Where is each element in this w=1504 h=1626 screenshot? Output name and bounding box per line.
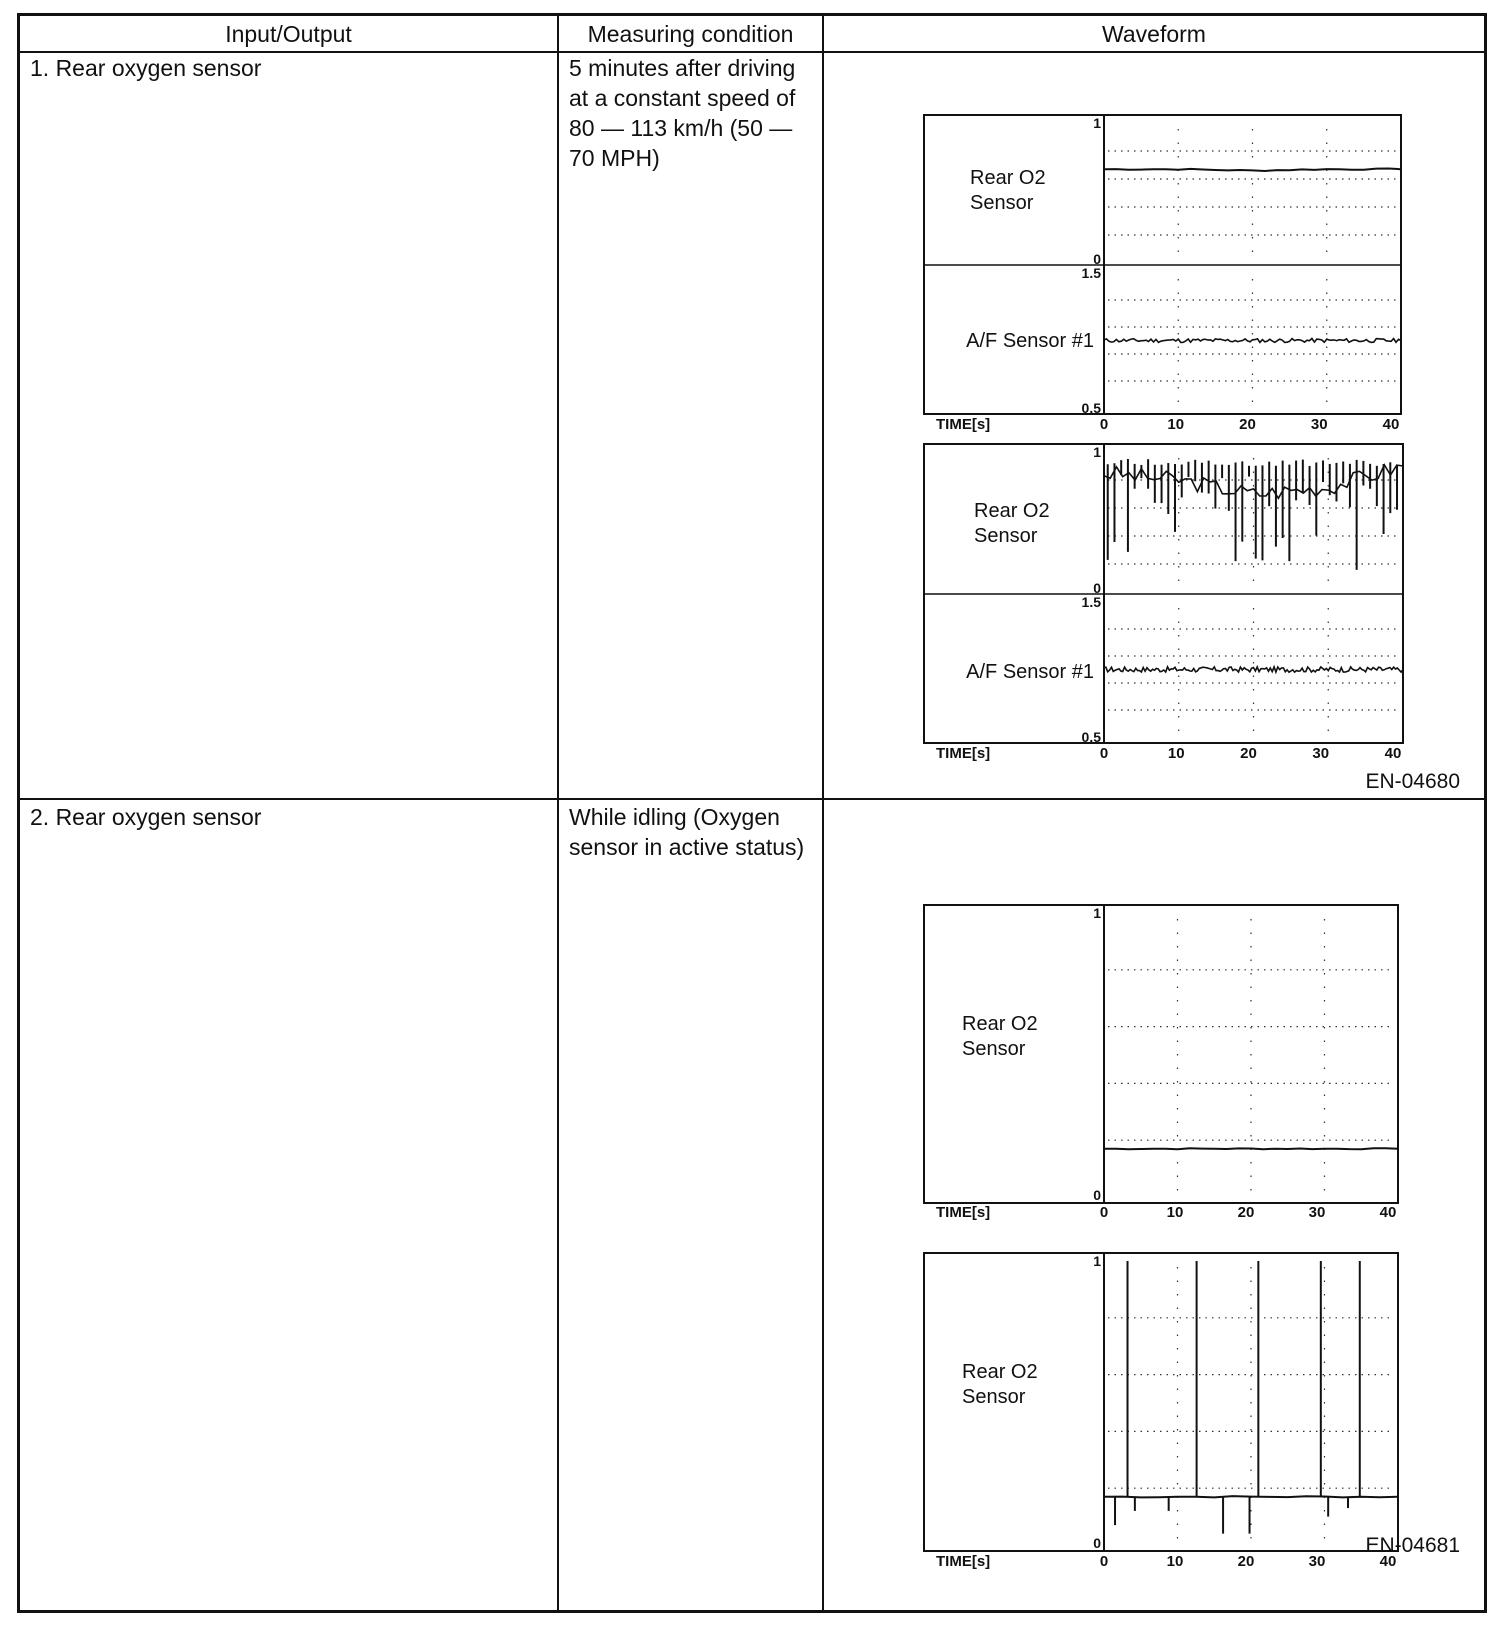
row-divider xyxy=(20,798,1484,800)
time-tick-label: 10 xyxy=(1166,1553,1184,1570)
axis-min-label: 0.5 xyxy=(1081,400,1101,416)
time-tick-label: 0 xyxy=(1099,745,1109,762)
column-divider xyxy=(557,16,559,1610)
axis-max-label: 1 xyxy=(1093,1253,1101,1269)
rear-o2-label: Sensor xyxy=(962,1386,1026,1408)
time-axis-label: TIME[s] xyxy=(936,1204,991,1221)
time-tick-label: 40 xyxy=(1384,745,1402,762)
time-tick-label: 30 xyxy=(1308,1553,1326,1570)
rear-o2-label: Sensor xyxy=(970,192,1034,214)
time-tick-label: 10 xyxy=(1166,1204,1184,1221)
time-tick-label: 20 xyxy=(1239,416,1256,433)
rear-o2-label: Sensor xyxy=(962,1038,1026,1060)
axis-max-label: 1 xyxy=(1093,905,1101,921)
time-axis-label: TIME[s] xyxy=(936,1553,991,1570)
header-measuring-condition: Measuring condition xyxy=(587,20,794,47)
time-tick-label: 30 xyxy=(1308,1204,1326,1221)
af-sensor-label: A/F Sensor #1 xyxy=(966,661,1094,683)
header-input-output: Input/Output xyxy=(225,20,352,47)
time-tick-label: 20 xyxy=(1237,1553,1255,1570)
time-tick-label: 30 xyxy=(1310,416,1328,433)
header-waveform: Waveform xyxy=(1102,20,1206,47)
time-tick-label: 30 xyxy=(1312,745,1330,762)
row1-measuring-condition: 5 minutes after driving at a constant speed of 80 — 113 km/h (50 — 70 MPH) xyxy=(569,55,796,171)
time-axis-label: TIME[s] xyxy=(936,745,991,762)
axis-max-label: 1.5 xyxy=(1081,594,1101,610)
axis-min-label: 0 xyxy=(1093,580,1101,596)
axis-min-label: 0 xyxy=(1093,1187,1101,1203)
rear-o2-label: Rear O2 xyxy=(962,1361,1038,1383)
time-tick-label: 20 xyxy=(1240,745,1257,762)
row2-figure-code: EN-04681 xyxy=(1365,1534,1460,1557)
time-tick-label: 0 xyxy=(1099,1204,1109,1221)
row2-measuring-condition: While idling (Oxygen sensor in active status) xyxy=(569,804,805,860)
time-tick-label: 0 xyxy=(1099,416,1109,433)
axis-min-label: 0 xyxy=(1093,1535,1101,1551)
spec-table xyxy=(17,13,1487,1613)
rear-o2-label: Sensor xyxy=(974,525,1038,547)
axis-min-label: 0.5 xyxy=(1081,729,1101,745)
time-tick-label: 0 xyxy=(1099,1553,1109,1570)
row1-input-output: 1. Rear oxygen sensor xyxy=(30,55,262,81)
time-tick-label: 10 xyxy=(1167,416,1185,433)
time-tick-label: 40 xyxy=(1379,1204,1397,1221)
column-divider xyxy=(822,16,824,1610)
time-axis-label: TIME[s] xyxy=(936,416,991,433)
axis-min-label: 0 xyxy=(1093,251,1101,267)
row2-input-output: 2. Rear oxygen sensor xyxy=(30,804,262,830)
time-tick-label: 20 xyxy=(1237,1204,1255,1221)
rear-o2-label: Rear O2 xyxy=(962,1013,1038,1035)
time-tick-label: 40 xyxy=(1379,1553,1397,1570)
rear-o2-label: Rear O2 xyxy=(974,500,1050,522)
af-sensor-label: A/F Sensor #1 xyxy=(966,330,1094,352)
time-tick-label: 10 xyxy=(1167,745,1185,762)
rear-o2-label: Rear O2 xyxy=(970,167,1046,189)
axis-max-label: 1 xyxy=(1093,444,1101,460)
time-tick-label: 40 xyxy=(1382,416,1400,433)
row1-figure-code: EN-04680 xyxy=(1365,770,1460,793)
axis-max-label: 1 xyxy=(1093,115,1101,131)
axis-max-label: 1.5 xyxy=(1081,265,1101,281)
